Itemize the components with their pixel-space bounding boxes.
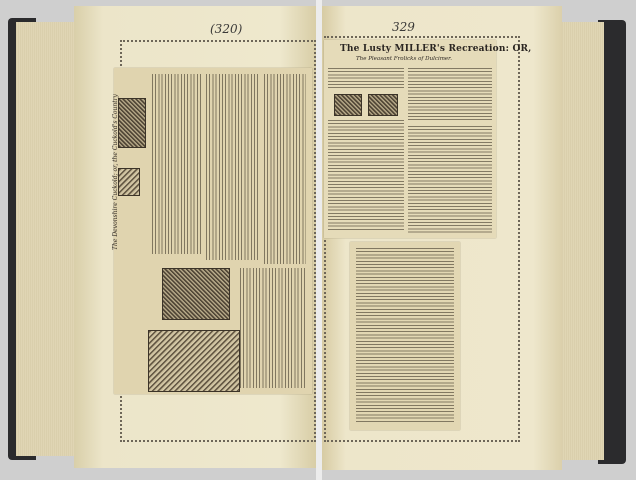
ballad-title: The Lusty MILLER's Recreation: OR, xyxy=(340,44,532,54)
figure-woodcut xyxy=(148,330,240,392)
woodcut-figure xyxy=(334,94,362,116)
intro-text xyxy=(328,68,404,90)
woodcut-figure xyxy=(368,94,398,116)
left-ballad-vertical-title: The Devonshire Cuckold; or, the Cuckold's Country xyxy=(112,94,119,250)
left-page-edges xyxy=(16,22,76,456)
ballad-subtitle: The Pleasant Frolicks of Dulcimer. xyxy=(356,56,452,62)
left-ballad-sheet xyxy=(114,68,312,394)
text-column xyxy=(328,120,404,232)
text-column xyxy=(408,126,492,234)
left-page-number: (320) xyxy=(210,22,243,36)
couple-woodcut xyxy=(162,268,230,320)
ornament-woodcut xyxy=(118,98,146,148)
text-column xyxy=(240,268,306,388)
text-column xyxy=(152,74,202,254)
text-column xyxy=(356,248,454,424)
right-page-number: 329 xyxy=(392,20,415,34)
right-ballad-sheet-bottom xyxy=(350,242,460,430)
right-page-edges xyxy=(560,22,604,460)
right-ballad-sheet-top xyxy=(324,40,496,238)
small-woodcut xyxy=(118,168,140,196)
text-column xyxy=(264,74,306,264)
text-column xyxy=(206,74,260,260)
text-column xyxy=(408,68,492,122)
